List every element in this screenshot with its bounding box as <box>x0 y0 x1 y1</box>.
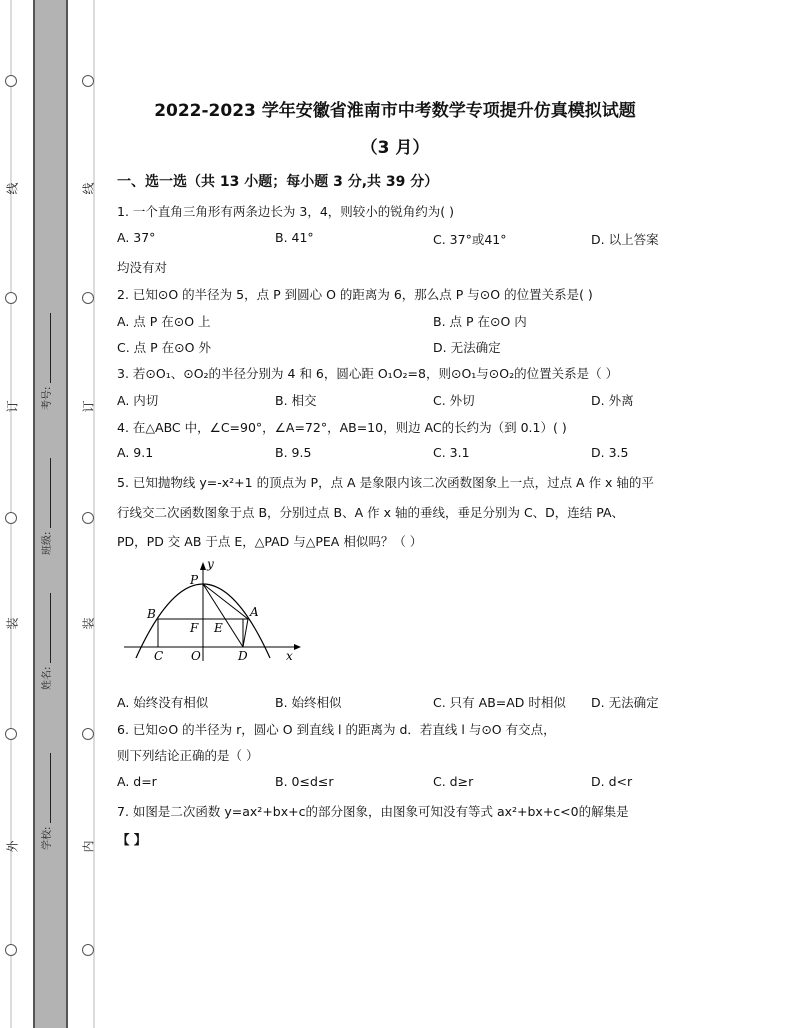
field-class[interactable] <box>38 458 53 555</box>
question-4-option-c: C. 3.1 <box>433 445 470 460</box>
field-class-line[interactable] <box>40 458 51 528</box>
question-5-option-a: A. 始终没有相似 <box>117 695 209 710</box>
question-6-option-b: B. 0≤d≤r <box>275 774 334 789</box>
binding-hole-circle <box>82 944 94 956</box>
question-4-stem: 4. 在△ABC 中，∠C=90°，∠A=72°，AB=10，则边 AC的长约为（到 0.1）( ) <box>117 420 567 435</box>
question-2-option-b: B. 点 P 在⊙O 内 <box>433 314 527 329</box>
margin-mark-ding-outer: 订 <box>5 400 20 413</box>
question-4-option-d: D. 3.5 <box>591 445 629 460</box>
question-3-option-d: D. 外离 <box>591 393 634 408</box>
exam-subtitle: （3 月） <box>360 138 430 158</box>
label-b: B <box>147 607 156 621</box>
question-3-stem: 3. 若⊙O₁、⊙O₂的半径分别为 4 和 6，圆心距 O₁O₂=8，则⊙O₁与⊙O₂的位置关系是（ ） <box>117 366 619 381</box>
question-5-option-d: D. 无法确定 <box>591 695 659 710</box>
question-5-line-1: 5. 已知抛物线 y=-x²+1 的顶点为 P，点 A 是象限内该二次函数图象上一点，过点 A 作 x 轴的平 <box>117 475 654 490</box>
field-name-label: 姓名: <box>42 666 53 690</box>
margin-mark-zhuang-outer: 装 <box>5 617 20 630</box>
question-5-option-b: B. 始终相似 <box>275 695 342 710</box>
x-axis-arrow <box>294 644 301 650</box>
field-exam-number-label: 考号: <box>42 386 53 410</box>
question-7-answer-bracket: 【 】 <box>117 832 147 847</box>
question-3-option-b: B. 相交 <box>275 393 317 408</box>
field-school[interactable] <box>38 753 53 850</box>
question-6-option-d: D. d<r <box>591 774 633 789</box>
question-7-line-1: 7. 如图是二次函数 y=ax²+bx+c的部分图象，由图象可知没有等式 ax²+bx+c<0的解集是 <box>117 804 629 819</box>
binding-hole-circle <box>82 75 94 87</box>
label-p: P <box>190 573 199 587</box>
segment-ad <box>243 619 248 647</box>
label-a: A <box>250 605 259 619</box>
question-2-option-d: D. 无法确定 <box>433 340 501 355</box>
label-d: D <box>238 649 248 663</box>
binding-hole-circle <box>82 728 94 740</box>
label-y: y <box>207 557 214 571</box>
margin-mark-nei-inner: 内 <box>81 840 96 853</box>
question-2-option-c: C. 点 P 在⊙O 外 <box>117 340 211 355</box>
question-2-option-a: A. 点 P 在⊙O 上 <box>117 314 211 329</box>
margin-mark-wai-outer: 外 <box>5 840 20 853</box>
question-4-option-a: A. 9.1 <box>117 445 154 460</box>
binding-hole-circle <box>5 728 17 740</box>
question-6-option-a: A. d=r <box>117 774 157 789</box>
question-5-figure <box>118 556 308 668</box>
question-4-option-b: B. 9.5 <box>275 445 312 460</box>
binding-hole-circle <box>5 944 17 956</box>
question-6-option-c: C. d≥r <box>433 774 474 789</box>
binding-hole-circle <box>5 512 17 524</box>
field-exam-number[interactable] <box>38 313 53 410</box>
question-6-line-1: 6. 已知⊙O 的半径为 r，圆心 O 到直线 l 的距离为 d．若直线 l 与⊙O 有交点， <box>117 722 556 737</box>
question-1-option-d-cont: 均没有对 <box>117 260 168 275</box>
field-name-line[interactable] <box>40 593 51 663</box>
label-f: F <box>190 621 199 635</box>
field-name[interactable] <box>38 593 53 690</box>
label-o: O <box>191 649 201 663</box>
question-5-line-2: 行线交二次函数图象于点 B，分别过点 B、A 作 x 轴的垂线，垂足分别为 C、D，连结 PA、 <box>117 505 625 520</box>
segment-pd <box>203 584 243 647</box>
question-6-line-2: 则下列结论正确的是（ ） <box>117 748 259 763</box>
question-1-option-d: D. 以上答案 <box>591 232 659 247</box>
margin-mark-xian-inner: 线 <box>81 182 96 195</box>
field-school-label: 学校: <box>42 826 53 850</box>
question-1-option-c: C. 37°或41° <box>433 232 507 247</box>
binding-hole-circle <box>82 512 94 524</box>
question-5-line-3: PD，PD 交 AB 于点 E，△PAD 与△PEA 相似吗？（ ） <box>117 534 423 549</box>
margin-mark-xian-outer: 线 <box>5 182 20 195</box>
margin-mark-zhuang-inner: 装 <box>81 617 96 630</box>
question-1-stem: 1. 一个直角三角形有两条边长为 3，4，则较小的锐角约为( ) <box>117 204 455 219</box>
segment-pa <box>203 584 248 619</box>
section-heading: 一、选一选（共 13 小题；每小题 3 分,共 39 分） <box>117 174 439 190</box>
exam-title: 2022-2023 学年安徽省淮南市中考数学专项提升仿真模拟试题 <box>154 101 636 121</box>
binding-hole-circle <box>5 75 17 87</box>
question-3-option-a: A. 内切 <box>117 393 159 408</box>
question-2-stem: 2. 已知⊙O 的半径为 5，点 P 到圆心 O 的距离为 6，那么点 P 与⊙O 的位置关系是( ) <box>117 287 593 302</box>
binding-hole-circle <box>82 292 94 304</box>
label-e: E <box>214 621 223 635</box>
label-x: x <box>286 649 293 663</box>
question-1-option-a: A. 37° <box>117 230 156 245</box>
question-1-option-b: B. 41° <box>275 230 314 245</box>
inner-binding-line <box>93 0 95 1028</box>
y-axis-arrow <box>200 562 206 570</box>
margin-mark-ding-inner: 订 <box>81 400 96 413</box>
binding-hole-circle <box>5 292 17 304</box>
field-school-line[interactable] <box>40 753 51 823</box>
question-5-option-c: C. 只有 AB=AD 时相似 <box>433 695 566 710</box>
field-class-label: 班级: <box>42 531 53 555</box>
question-3-option-c: C. 外切 <box>433 393 475 408</box>
label-c: C <box>154 649 164 663</box>
field-exam-number-line[interactable] <box>40 313 51 383</box>
